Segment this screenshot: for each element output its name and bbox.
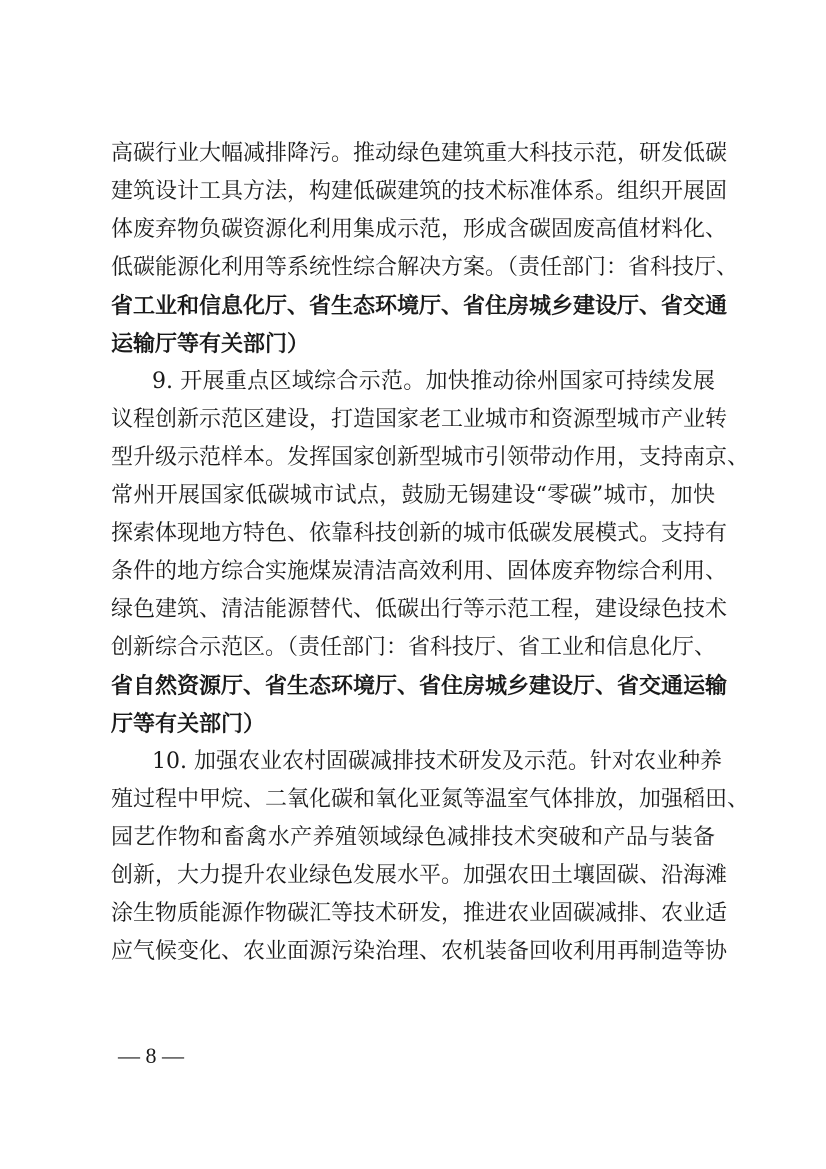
paragraph-line: 创新综合示范区。（责任部门：省科技厅、省工业和信息化厅、	[111, 635, 717, 660]
responsible-departments-line: 运输厅等有关部门）	[111, 331, 310, 357]
page-number: — 8 —	[118, 1043, 184, 1068]
paragraph-line: 创新，大力提升农业绿色发展水平。加强农田土壤固碳、沿海滩	[111, 863, 728, 888]
paragraph-line: 型升级示范样本。发挥国家创新型城市引领带动作用，支持南京、	[111, 445, 750, 470]
paragraph-line: 议程创新示范区建设，打造国家老工业城市和资源型城市产业转	[111, 407, 728, 432]
paragraph-line: 涂生物质能源作物碳汇等技术研发，推进农业固碳减排、农业适	[111, 901, 728, 926]
paragraph-line: 绿色建筑、清洁能源替代、低碳出行等示范工程，建设绿色技术	[111, 597, 728, 622]
paragraph-line: 体废弃物负碳资源化利用集成示范，形成含碳固废高值材料化、	[111, 217, 728, 242]
paragraph-line: 常州开展国家低碳城市试点，鼓励无锡建设“零碳”城市，加快	[111, 483, 715, 508]
responsible-departments-line: 省工业和信息化厅、省生态环境厅、省住房城乡建设厅、省交通	[111, 293, 728, 319]
item-9-heading-line: 9. 开展重点区域综合示范。加快推动徐州国家可持续发展	[152, 369, 715, 394]
item-10-heading-line: 10. 加强农业农村固碳减排技术研发及示范。针对农业种养	[152, 749, 722, 774]
responsible-departments-line: 厅等有关部门）	[111, 711, 266, 737]
paragraph-line: 条件的地方综合实施煤炭清洁高效利用、固体废弃物综合利用、	[111, 559, 728, 584]
paragraph-line: 应气候变化、农业面源污染治理、农机装备回收利用再制造等协	[111, 939, 728, 964]
paragraph-line: 探索体现地方特色、依靠科技创新的城市低碳发展模式。支持有	[111, 521, 728, 546]
paragraph-line: 建筑设计工具方法，构建低碳建筑的技术标准体系。组织开展固	[111, 179, 728, 204]
paragraph-line: 园艺作物和畜禽水产养殖领域绿色减排技术突破和产品与装备	[111, 825, 715, 850]
responsible-departments-line: 省自然资源厅、省生态环境厅、省住房城乡建设厅、省交通运输	[111, 673, 728, 699]
paragraph-line: 殖过程中甲烷、二氧化碳和氧化亚氮等温室气体排放，加强稻田、	[111, 787, 750, 812]
paragraph-line: 低碳能源化利用等系统性综合解决方案。（责任部门：省科技厅、	[111, 255, 739, 280]
paragraph-line: 高碳行业大幅减排降污。推动绿色建筑重大科技示范，研发低碳	[111, 141, 728, 166]
